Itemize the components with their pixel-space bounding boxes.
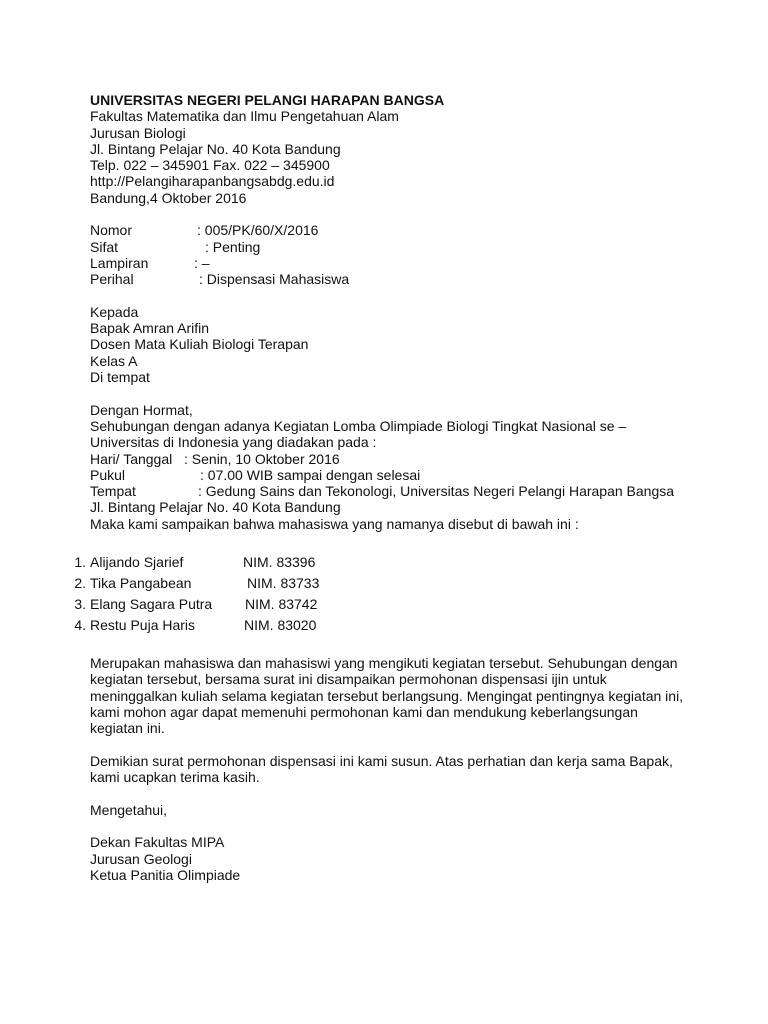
spacer [90, 636, 740, 655]
event-place-address: Jl. Bintang Pelajar No. 40 Kota Bandung [90, 499, 341, 516]
student-list [74, 552, 740, 636]
closing-chair: Ketua Panitia Olimpiade [90, 866, 241, 883]
spacer [90, 737, 740, 753]
student-nim: NIM. 83396 [243, 554, 316, 571]
meta-lampiran-value: : – [194, 254, 210, 271]
intro-line-2: Universitas di Indonesia yang diadakan pada : [90, 434, 377, 451]
closing-acknowledged: Mengetahui, [90, 801, 168, 818]
meta-nomor [90, 222, 740, 238]
list-item [74, 594, 740, 615]
closing-dean: Dekan Fakultas MIPA [90, 834, 225, 851]
meta-perihal-value: : Dispensasi Mahasiswa [199, 271, 350, 288]
recipient-position: Dosen Mata Kuliah Biologi Terapan [90, 336, 309, 353]
letterhead-department: Jurusan Biologi [90, 124, 186, 141]
meta-perihal-label: Perihal [90, 271, 134, 288]
paragraph-2-line-1: Demikian surat permohonan dispensasi ini kami susun. Atas perhatian dan kerja sama Bapak, [90, 752, 673, 769]
recipient-to: Kepada [90, 303, 139, 320]
meta-lampiran-label: Lampiran [90, 254, 149, 271]
spacer [90, 385, 740, 401]
event-day [90, 451, 740, 467]
greeting: Dengan Hormat, [90, 401, 193, 418]
letterhead-address: Jl. Bintang Pelajar No. 40 Kota Bandung [90, 140, 341, 157]
list-item [74, 615, 740, 636]
meta-sifat-label: Sifat [90, 238, 119, 255]
paragraph-1-line-4: kami mohon agar dapat memenuhi permohonan kami dan mendukung keberlangsungan [90, 703, 638, 720]
recipient-class: Kelas A [90, 352, 138, 369]
event-day-value: : Senin, 10 Oktober 2016 [184, 450, 340, 467]
student-name: Tika Pangabean [90, 575, 192, 592]
letter-document [74, 92, 740, 883]
letter-date: Bandung,4 Oktober 2016 [90, 189, 247, 206]
event-time-value: : 07.00 WIB sampai dengan selesai [200, 466, 421, 483]
list-item [74, 552, 740, 573]
meta-sifat-value: : Penting [205, 238, 261, 255]
spacer [90, 288, 740, 304]
event-place-value: : Gedung Sains dan Tekonologi, Universitas Negeri Pelangi Harapan Bangsa [198, 483, 675, 500]
recipient-place: Di tempat [90, 369, 150, 386]
paragraph-2-line-2: kami ucapkan terima kasih. [90, 769, 260, 786]
paragraph-1-line-1: Merupakan mahasiswa dan mahasiswi yang mengikuti kegiatan tersebut. Sehubungan dengan [90, 655, 678, 672]
spacer [90, 785, 740, 801]
student-nim: NIM. 83020 [244, 617, 317, 634]
list-item [74, 573, 740, 594]
event-day-label: Hari/ Tanggal [90, 450, 173, 467]
letterhead-website: http://Pelangiharapanbangsabdg.edu.id [90, 173, 335, 190]
paragraph-1-line-5: kegiatan ini. [90, 720, 165, 737]
intro-line-1: Sehubungan dengan adanya Kegiatan Lomba Olimpiade Biologi Tingkat Nasional se – [90, 417, 627, 434]
event-time-label: Pukul [90, 466, 126, 483]
student-nim: NIM. 83733 [247, 575, 320, 592]
event-time [90, 467, 740, 483]
list-item-number: 4. [74, 617, 86, 634]
list-item-number: 2. [74, 575, 86, 592]
list-item-number: 3. [74, 596, 86, 613]
list-item-number: 1. [74, 554, 86, 571]
list-intro: Maka kami sampaikan bahwa mahasiswa yang namanya disebut di bawah ini : [90, 515, 579, 532]
letterhead-phone: Telp. 022 – 345901 Fax. 022 – 345900 [90, 157, 330, 174]
closing-department: Jurusan Geologi [90, 850, 192, 867]
student-name: Elang Sagara Putra [90, 596, 213, 613]
meta-nomor-label: Nomor [90, 222, 133, 239]
meta-sifat [90, 239, 740, 255]
spacer [90, 206, 740, 222]
student-nim: NIM. 83742 [245, 596, 318, 613]
event-place-label: Tempat [90, 483, 136, 500]
spacer [90, 532, 740, 552]
student-name: Alijando Sjarief [90, 554, 184, 571]
paragraph-1-line-2: kegiatan tersebut, bersama surat ini disampaikan permohonan dispensasi ijin untuk [90, 671, 607, 688]
letterhead-university: UNIVERSITAS NEGERI PELANGI HARAPAN BANGSA [90, 92, 445, 108]
event-place [90, 483, 740, 499]
meta-nomor-value: : 005/PK/60/X/2016 [197, 222, 319, 239]
meta-perihal [90, 271, 740, 287]
paragraph-1-line-3: meninggalkan kuliah selama kegiatan tersebut berlangsung. Mengingat pentingnya kegiatan ini, [90, 687, 684, 704]
letterhead-faculty: Fakultas Matematika dan Ilmu Pengetahuan Alam [90, 108, 399, 125]
student-name: Restu Puja Haris [90, 617, 196, 634]
meta-lampiran [90, 255, 740, 271]
recipient-name: Bapak Amran Arifin [90, 320, 210, 337]
spacer [90, 818, 740, 834]
